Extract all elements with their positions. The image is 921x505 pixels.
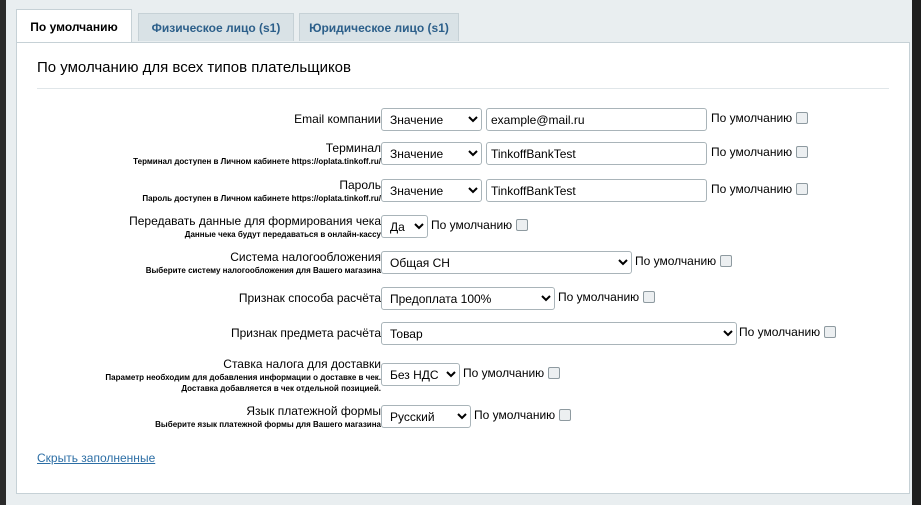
send-receipt-select[interactable] — [381, 215, 428, 238]
form-language-default-checkbox[interactable] — [559, 409, 571, 421]
delivery-vat-label: Ставка налога для доставки — [223, 357, 381, 371]
default-label: По умолчанию — [711, 111, 793, 125]
send-receipt-default[interactable] — [431, 215, 528, 238]
terminal-hint: Терминал доступен в Личном кабинете https://oplata.tinkoff.ru/ — [133, 157, 381, 166]
payment-method-default-checkbox[interactable] — [643, 291, 655, 303]
delivery-vat-default[interactable] — [463, 363, 560, 386]
email-default-checkbox[interactable] — [796, 112, 808, 124]
email-default[interactable] — [711, 108, 808, 131]
form-language-label: Язык платежной формы — [246, 404, 381, 418]
tab-individual[interactable]: Физическое лицо (s1) — [138, 13, 294, 41]
field-label — [142, 178, 381, 204]
default-label: По умолчанию — [711, 182, 793, 196]
form-language-default[interactable] — [474, 405, 571, 428]
password-field[interactable] — [486, 179, 707, 202]
panel-title: По умолчанию для всех типов плательщиков — [37, 59, 351, 76]
delivery-vat-hint: Параметр необходим для добавления информации о доставке в чек. — [105, 373, 381, 382]
tab-default[interactable]: По умолчанию — [16, 9, 132, 43]
delivery-vat-default-checkbox[interactable] — [548, 367, 560, 379]
password-hint: Пароль доступен в Личном кабинете https://oplata.tinkoff.ru/ — [142, 194, 381, 203]
password-default[interactable] — [711, 179, 808, 202]
payment-object-select[interactable] — [381, 322, 737, 345]
payment-object-label: Признак предмета расчёта — [230, 326, 381, 340]
default-label: По умолчанию — [711, 145, 793, 159]
default-label: По умолчанию — [463, 366, 545, 380]
field-label — [133, 141, 381, 167]
delivery-vat-select[interactable] — [381, 363, 460, 386]
terminal-default[interactable] — [711, 142, 808, 165]
email-field[interactable] — [486, 108, 707, 131]
tax-system-label: Система налогообложения — [230, 250, 381, 264]
field-label — [105, 357, 381, 394]
settings-panel — [16, 42, 910, 494]
tax-system-select[interactable] — [381, 251, 632, 274]
terminal-mode-select[interactable] — [381, 142, 482, 165]
default-label: По умолчанию — [635, 254, 717, 268]
default-label: По умолчанию — [431, 218, 513, 232]
default-label: По умолчанию — [558, 290, 640, 304]
delivery-vat-hint-2: Доставка добавляется в чек отдельной позицией. — [181, 384, 381, 393]
field-label — [146, 250, 381, 276]
field-label — [231, 326, 381, 340]
terminal-label: Терминал — [325, 141, 381, 155]
form-language-hint: Выберите язык платежной формы для Вашего магазина — [155, 420, 381, 429]
field-label — [294, 112, 381, 126]
payment-object-default-checkbox[interactable] — [824, 326, 836, 338]
send-receipt-hint: Данные чека будут передаваться в онлайн-кассу — [184, 230, 381, 239]
tax-system-hint: Выберите систему налогообложения для Вашего магазина — [145, 266, 381, 275]
terminal-field[interactable] — [486, 142, 707, 165]
email-label: Email компании — [294, 112, 381, 126]
tax-system-default-checkbox[interactable] — [720, 255, 732, 267]
field-label — [129, 214, 381, 240]
terminal-default-checkbox[interactable] — [796, 146, 808, 158]
payment-method-default[interactable] — [558, 287, 655, 310]
field-label — [239, 291, 381, 305]
send-receipt-label: Передавать данные для формирования чека — [129, 214, 381, 228]
title-divider — [37, 88, 889, 89]
payment-method-select[interactable] — [381, 287, 555, 310]
form-language-select[interactable] — [381, 405, 471, 428]
email-mode-select[interactable] — [381, 108, 482, 131]
hide-filled-link[interactable]: Скрыть заполненные — [37, 451, 156, 465]
default-label: По умолчанию — [474, 408, 556, 422]
tax-system-default[interactable] — [635, 251, 732, 274]
send-receipt-default-checkbox[interactable] — [516, 219, 528, 231]
field-label — [155, 404, 381, 430]
default-label: По умолчанию — [739, 325, 821, 339]
password-mode-select[interactable] — [381, 179, 482, 202]
password-default-checkbox[interactable] — [796, 183, 808, 195]
settings-page — [6, 0, 912, 505]
tab-legal-entity[interactable]: Юридическое лицо (s1) — [299, 13, 459, 41]
payment-object-default[interactable] — [739, 322, 836, 345]
window-right-frame — [912, 0, 921, 505]
password-label: Пароль — [339, 178, 381, 192]
payment-method-label: Признак способа расчёта — [238, 291, 381, 305]
